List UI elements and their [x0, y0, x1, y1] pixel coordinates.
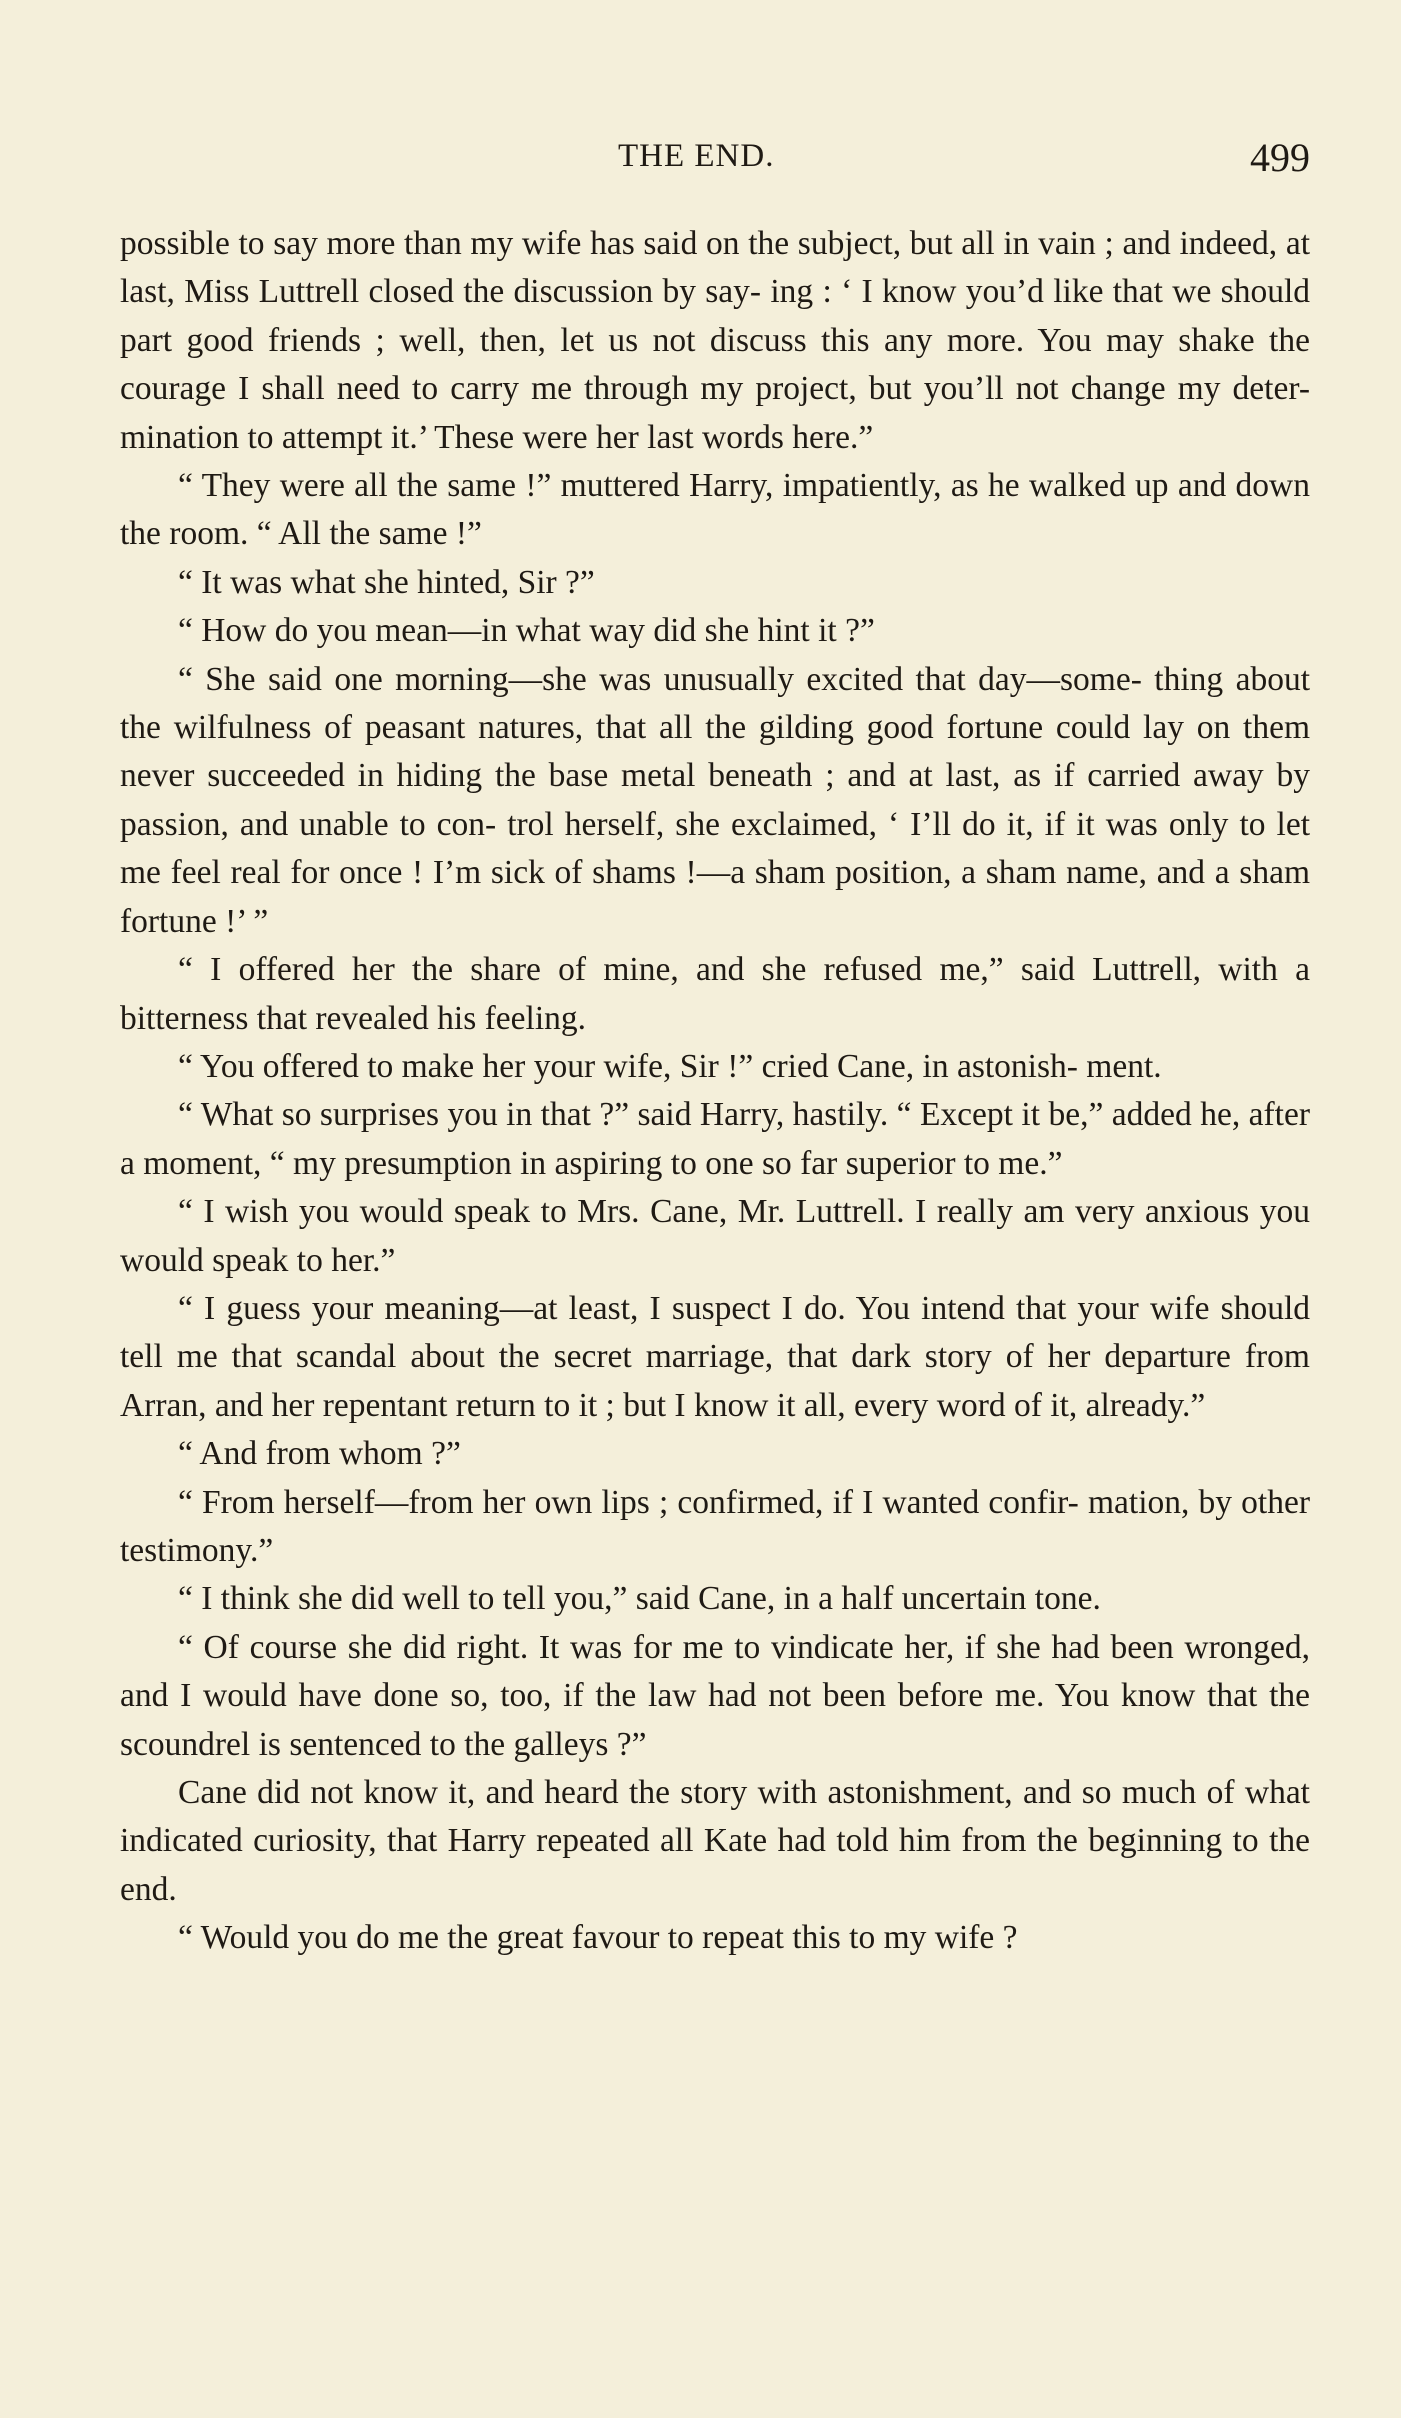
running-head: THE END.	[618, 138, 775, 174]
paragraph: “ They were all the same !” muttered Harry, impatiently, as he walked up and down the room. “ All the same !”	[120, 467, 1310, 553]
paragraph: “ I offered her the share of mine, and she refused me,” said Luttrell, with a bitterness that revealed his feeling.	[120, 951, 1310, 1037]
body-text	[120, 220, 1310, 1963]
paragraph: “ And from whom ?”	[178, 1435, 461, 1473]
paragraph: “ She said one morning—she was unusually excited that day—some- thing about the wilfulness of peasant natures, that all the gilding good fortune could lay on them never succeeded in hiding the base metal beneath ; and at last, as if carried away by passion, and unable to con- trol herself, she exclaimed, ‘ I’ll do it, if it was only to let me feel real for once ! I’m sick of shams !—a sham position, a sham name, and a sham fortune !’ ”	[120, 660, 1310, 940]
paragraph: “ I think she did well to tell you,” said Cane, in a half uncertain tone.	[178, 1580, 1101, 1618]
paragraph: “ Of course she did right. It was for me to vindicate her, if she had been wronged, and I would have done so, too, if the law had not been before me. You know that the scoundrel is sentenced to the galleys ?”	[120, 1628, 1310, 1763]
paragraph: “ How do you mean—in what way did she hint it ?”	[178, 612, 875, 650]
paragraph: Cane did not know it, and heard the story with astonishment, and so much of what indicated curiosity, that Harry repeated all Kate had told him from the beginning to the end.	[120, 1774, 1310, 1908]
paragraph-continuation: possible to say more than my wife has said on the subject, but all in vain ; and indeed, at last, Miss Luttrell closed the discussion by say- ing : ‘ I know you’d like that we should part good friends ; well, then, let us not discuss this any more. You may shake the courage I shall need to carry me through my project, but you’ll not change my deter- mination to attempt it.’ These were her last words here.”	[120, 225, 1310, 456]
paragraph: “ Would you do me the great favour to repeat this to my wife ?	[178, 1919, 1018, 1957]
paragraph: “ It was what she hinted, Sir ?”	[178, 563, 595, 601]
paragraph: “ You offered to make her your wife, Sir !” cried Cane, in astonish- ment.	[178, 1047, 1162, 1085]
page-number: 499	[1250, 135, 1310, 180]
paragraph: “ What so surprises you in that ?” said Harry, hastily. “ Except it be,” added he, after a moment, “ my presumption in aspiring to one so far superior to me.”	[120, 1096, 1310, 1182]
paragraph: “ From herself—from her own lips ; confirmed, if I wanted confir- mation, by other testimony.”	[120, 1483, 1310, 1569]
page-header	[120, 135, 1310, 188]
paragraph: “ I wish you would speak to Mrs. Cane, Mr. Luttrell. I really am very anxious you would speak to her.”	[120, 1193, 1310, 1279]
paragraph: “ I guess your meaning—at least, I suspect I do. You intend that your wife should tell me that scandal about the secret marriage, that dark story of her departure from Arran, and her repentant return to it ; but I know it all, every word of it, already.”	[120, 1289, 1310, 1424]
